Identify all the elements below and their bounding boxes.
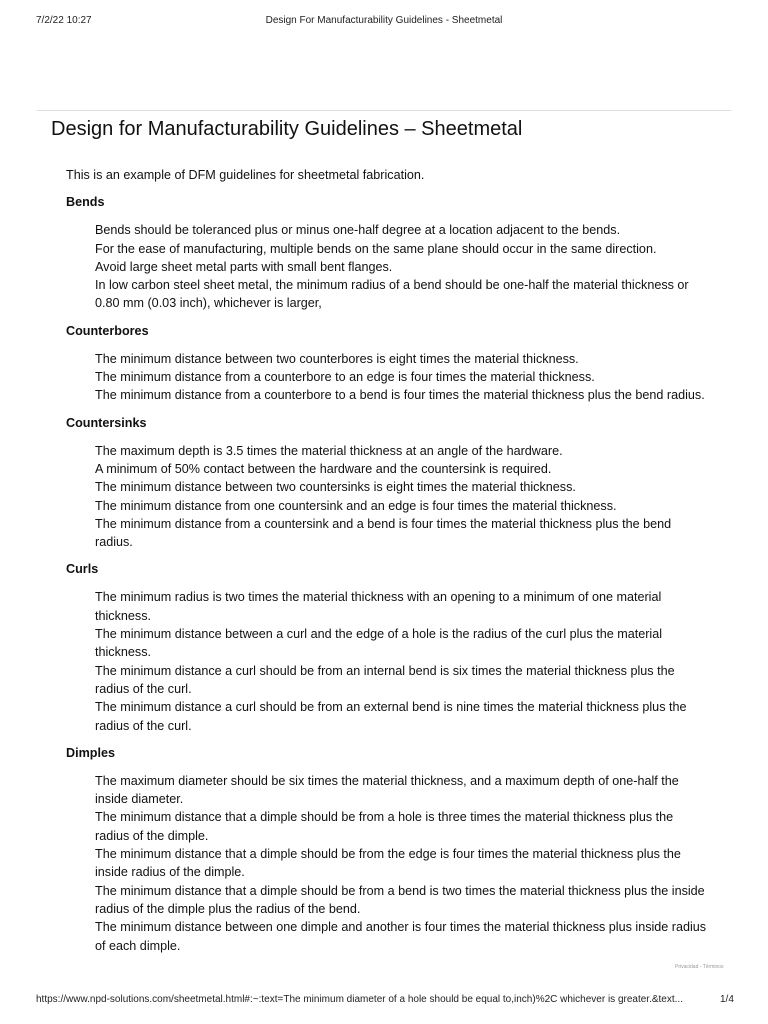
section-bends (66, 193, 716, 312)
section-counterbores (66, 322, 716, 405)
page-number: 1/4 (720, 994, 734, 1005)
article-content (66, 166, 716, 964)
guideline-line: The minimum distance from a counterbore to a bend is four times the material thickness plus the bend radius. (95, 388, 705, 403)
guideline-line: The minimum distance between a curl and the edge of a hole is the radius of the curl plus the material thickness. (95, 627, 663, 660)
section-body-dimples (95, 772, 707, 955)
section-dimples (66, 744, 716, 955)
guideline-line: The minimum distance from one countersink and an edge is four times the material thickness. (95, 498, 617, 513)
section-heading-curls: Curls (66, 562, 99, 577)
section-curls (66, 560, 716, 734)
guideline-line: The minimum distance from a counterbore to an edge is four times the material thickness. (95, 370, 595, 385)
guideline-line: The minimum distance between two counterbores is eight times the material thickness. (95, 351, 579, 366)
guideline-line: The minimum distance between two countersinks is eight times the material thickness. (95, 480, 576, 495)
guideline-line: For the ease of manufacturing, multiple bends on the same plane should occur in the same direction. (95, 241, 657, 256)
guideline-line: The minimum distance a curl should be from an internal bend is six times the material thickness plus the radius of the curl. (95, 663, 675, 696)
guideline-line: A minimum of 50% contact between the hardware and the countersink is required. (95, 461, 552, 476)
section-heading-countersinks: Countersinks (66, 415, 147, 430)
guideline-line: The maximum depth is 3.5 times the material thickness at an angle of the hardware. (95, 443, 563, 458)
guideline-line: Avoid large sheet metal parts with small bent flanges. (95, 259, 393, 274)
page-url: https://www.npd-solutions.com/sheetmetal.html#:~:text=The minimum diameter of a hole should be equal to,inch)%2C whichever is greater.&text... (36, 994, 683, 1005)
header-divider (37, 110, 731, 111)
guideline-line: The minimum distance a curl should be from an external bend is nine times the material thickness plus the radius of the curl. (95, 700, 687, 733)
section-heading-dimples: Dimples (66, 745, 115, 760)
section-body-countersinks (95, 442, 707, 552)
guideline-line: The maximum diameter should be six times the material thickness, and a maximum depth of one-half the inside diameter. (95, 773, 679, 807)
guideline-line: In low carbon steel sheet metal, the minimum radius of a bend should be one-half the material thickness or 0.80 mm (0.03 inch), whichever is larger, (95, 278, 689, 311)
recaptcha-privacy-terms-link[interactable]: Privacidad - Términos (675, 964, 724, 970)
intro-text: This is an example of DFM guidelines for sheetmetal fabrication. (66, 168, 425, 182)
section-body-counterbores (95, 350, 707, 405)
guideline-line: The minimum distance from a countersink and a bend is four times the material thickness plus the bend radius. (95, 516, 672, 550)
section-heading-bends: Bends (66, 195, 105, 210)
page-title: Design for Manufacturability Guidelines – Sheetmetal (51, 118, 523, 140)
section-countersinks (66, 414, 716, 552)
guideline-line: The minimum radius is two times the material thickness with an opening to a minimum of one material thickness. (95, 590, 662, 623)
section-body-curls (95, 588, 707, 734)
guideline-line: The minimum distance that a dimple should be from the edge is four times the material thickness plus the inside radius of the dimple. (95, 847, 681, 880)
guideline-line: Bends should be toleranced plus or minus one-half degree at a location adjacent to the bends. (95, 223, 621, 238)
print-date: 7/2/22 10:27 (36, 15, 92, 26)
guideline-line: The minimum distance between one dimple and another is four times the material thickness plus inside radius of each dimple. (95, 920, 707, 953)
print-title: Design For Manufacturability Guidelines - Sheetmetal (265, 15, 503, 26)
section-heading-counterbores: Counterbores (66, 323, 149, 338)
guideline-line: The minimum distance that a dimple should be from a hole is three times the material thickness plus the radius of the dimple. (95, 810, 674, 843)
guideline-line: The minimum distance that a dimple should be from a bend is two times the material thickness plus the inside radius of the dimple plus the radius of the bend. (95, 883, 705, 916)
section-body-bends (95, 221, 707, 312)
